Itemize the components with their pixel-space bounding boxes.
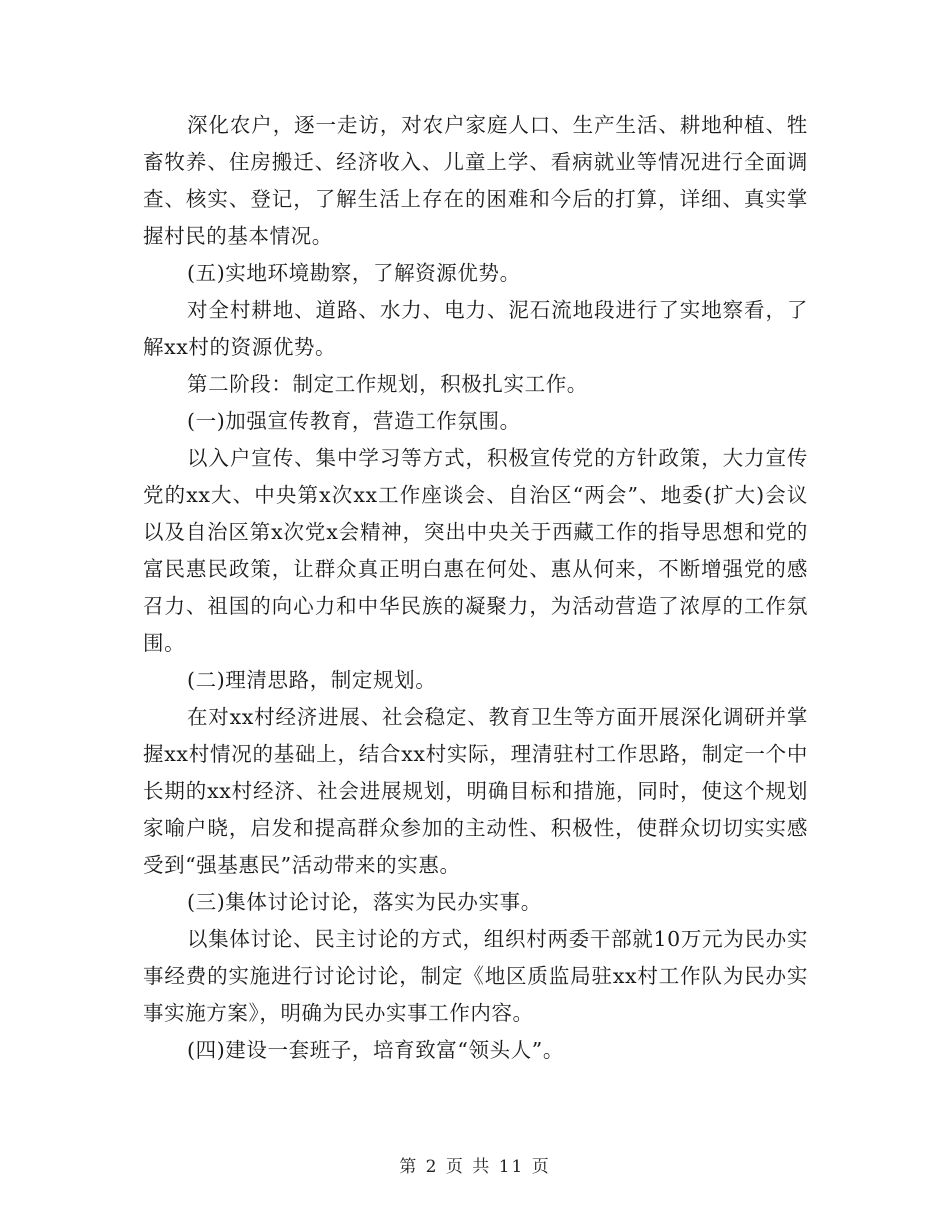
section-heading: (二)理清思路，制定规划。: [187, 668, 437, 692]
section-heading: (一)加强宣传教育，营造工作氛围。: [187, 409, 521, 433]
paragraph: 以入户宣传、集中学习等方式，积极宣传党的方针政策，大力宣传党的xx大、中央第x次xx工作座谈会、自治区“两会”、地委(扩大)会议以及自治区第x次党x会精神，突出中央关于西藏工作的指导思想和党的富民惠民政策，让群众真正明白惠在何处、惠从何来，不断增强党的感召力、祖国的向心力和中华民族的凝聚力，为活动营造了浓厚的工作氛围。: [143, 446, 808, 655]
section-heading: (五)实地环境勘察，了解资源优势。: [187, 261, 521, 285]
paragraph: 在对xx村经济进展、社会稳定、教育卫生等方面开展深化调研并掌握xx村情况的基础上，结合xx村实际，理清驻村工作思路，制定一个中长期的xx村经济、社会进展规划，明确目标和措施，同时，使这个规划家喻户晓，启发和提高群众参加的主动性、积极性，使群众切切实实感受到“强基惠民”活动带来的实惠。: [143, 705, 808, 877]
paragraph: 对全村耕地、道路、水力、电力、泥石流地段进行了实地察看，了解xx村的资源优势。: [143, 298, 808, 359]
paragraph: 深化农户，逐一走访，对农户家庭人口、生产生活、耕地种植、牲畜牧养、住房搬迁、经济收入、儿童上学、看病就业等情况进行全面调查、核实、登记，了解生活上存在的困难和今后的打算，详细、真实掌握村民的基本情况。: [143, 113, 808, 248]
document-body: [143, 107, 808, 1069]
stage-heading: 第二阶段：制定工作规划，积极扎实工作。: [187, 372, 588, 396]
paragraph: 以集体讨论、民主讨论的方式，组织村两委干部就10万元为民办实事经费的实施进行讨论讨论，制定《地区质监局驻xx村工作队为民办实事实施方案》，明确为民办实事工作内容。: [143, 927, 808, 1025]
section-heading: (三)集体讨论讨论，落实为民办实事。: [187, 890, 542, 914]
page-number: 第 2 页 共 11 页: [399, 1157, 551, 1177]
section-heading: (四)建设一套班子，培育致富“领头人”。: [187, 1038, 564, 1062]
